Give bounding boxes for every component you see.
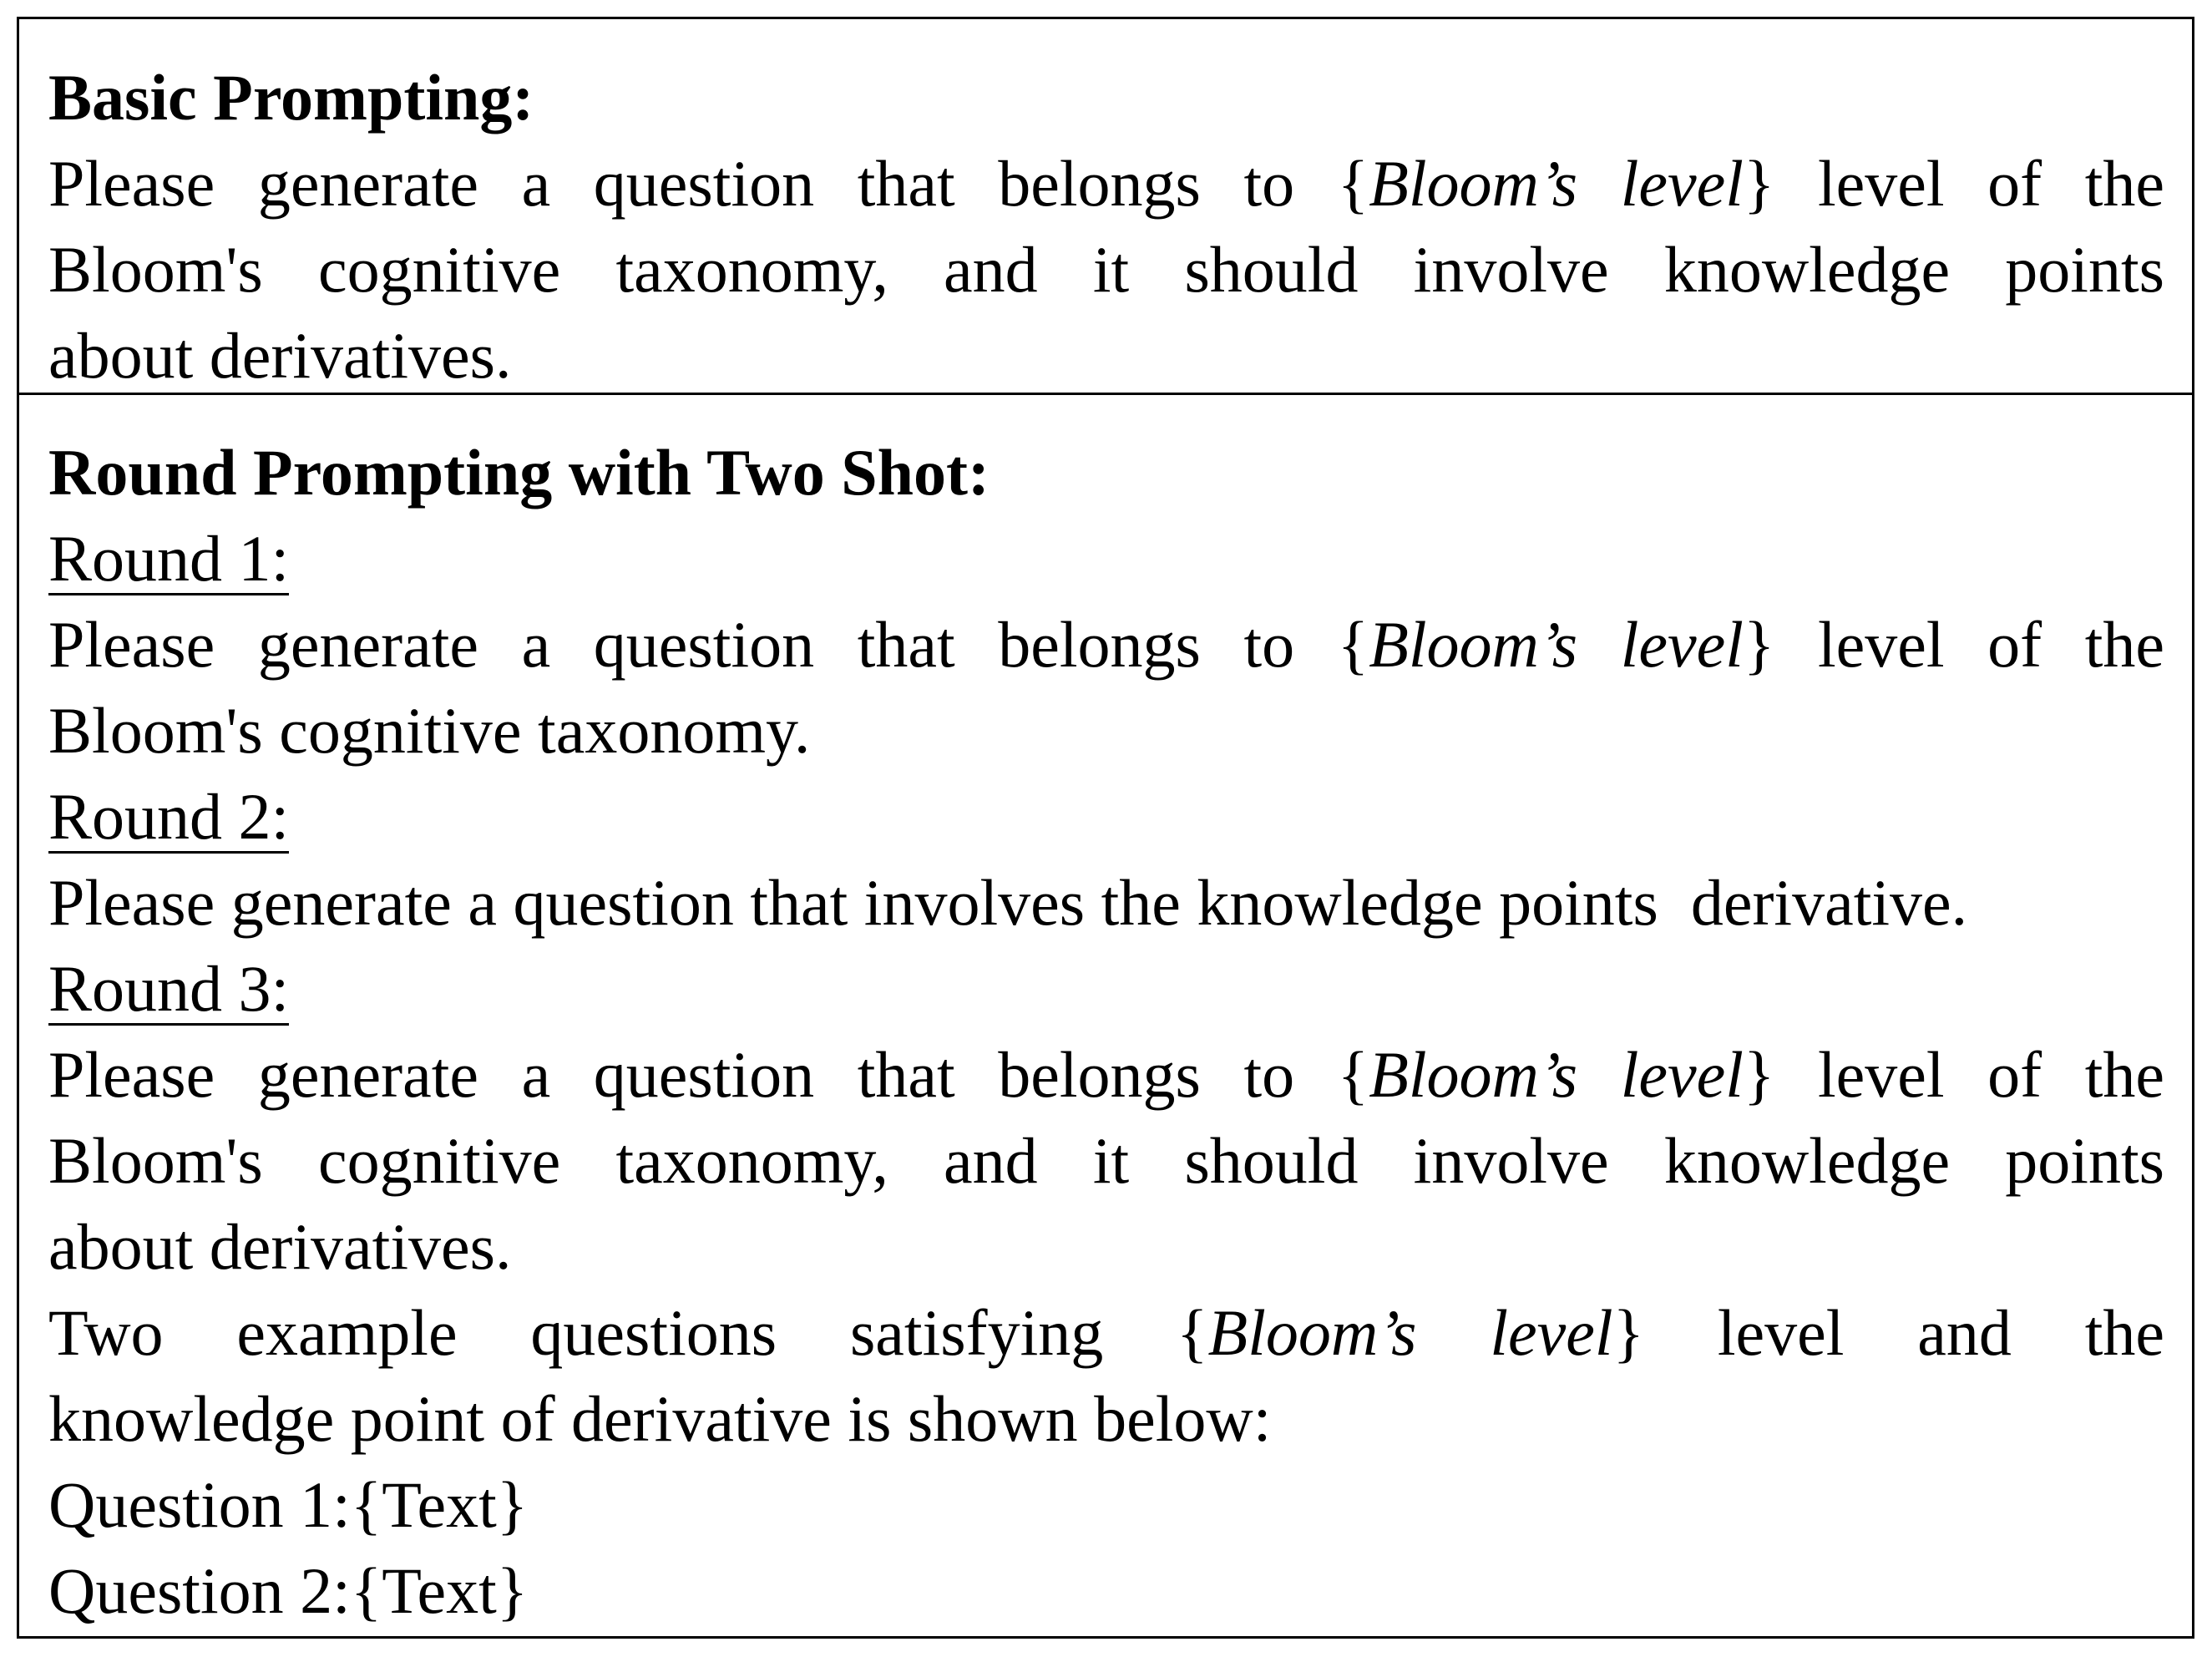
round-3-line-3: about derivatives. xyxy=(48,1210,512,1283)
basic-prompting-heading: Basic Prompting: xyxy=(48,61,534,134)
blooms-level-placeholder: Bloom’s level xyxy=(1369,1038,1744,1111)
basic-prompt-line-3: about derivatives. xyxy=(48,319,512,392)
question-1: Question 1:{Text} xyxy=(48,1468,529,1541)
examples-line-1: Two example questions satisfying {Bloom’s level} level and the xyxy=(48,1296,2165,1369)
round-2-label: Round 2: xyxy=(48,780,290,853)
basic-prompting-section xyxy=(19,19,2192,395)
round-prompting-heading: Round Prompting with Two Shot: xyxy=(48,436,990,509)
basic-prompt-line-1: Please generate a question that belongs to {Bloom’s level} level of the xyxy=(48,147,2164,220)
round-3-line-2: Bloom's cognitive taxonomy, and it should involve knowledge points xyxy=(48,1124,2164,1197)
round-1-label-row xyxy=(48,515,2164,601)
basic-prompt-line-2: Bloom's cognitive taxonomy, and it should involve knowledge points xyxy=(48,233,2164,306)
round-3-label-row xyxy=(48,945,2164,1031)
round-1-line-2: Bloom's cognitive taxonomy. xyxy=(48,694,811,767)
examples-line-2: knowledge point of derivative is shown below: xyxy=(48,1382,1272,1455)
round-1-label: Round 1: xyxy=(48,522,290,595)
blooms-level-placeholder: Bloom’s level xyxy=(1369,147,1744,220)
round-1-line-1: Please generate a question that belongs to {Bloom’s level} level of the xyxy=(48,608,2164,681)
round-3-label: Round 3: xyxy=(48,952,290,1025)
prompt-table xyxy=(17,17,2194,1639)
round-prompting-section xyxy=(19,395,2192,1636)
round-3-line-1: Please generate a question that belongs to {Bloom’s level} level of the xyxy=(48,1038,2164,1111)
blooms-level-placeholder: Bloom’s level xyxy=(1207,1296,1613,1369)
question-2: Question 2:{Text} xyxy=(48,1554,529,1627)
blooms-level-placeholder: Bloom’s level xyxy=(1369,608,1744,681)
round-2-line-1: Please generate a question that involves the knowledge points derivative. xyxy=(48,866,1968,939)
round-2-label-row xyxy=(48,773,2164,859)
